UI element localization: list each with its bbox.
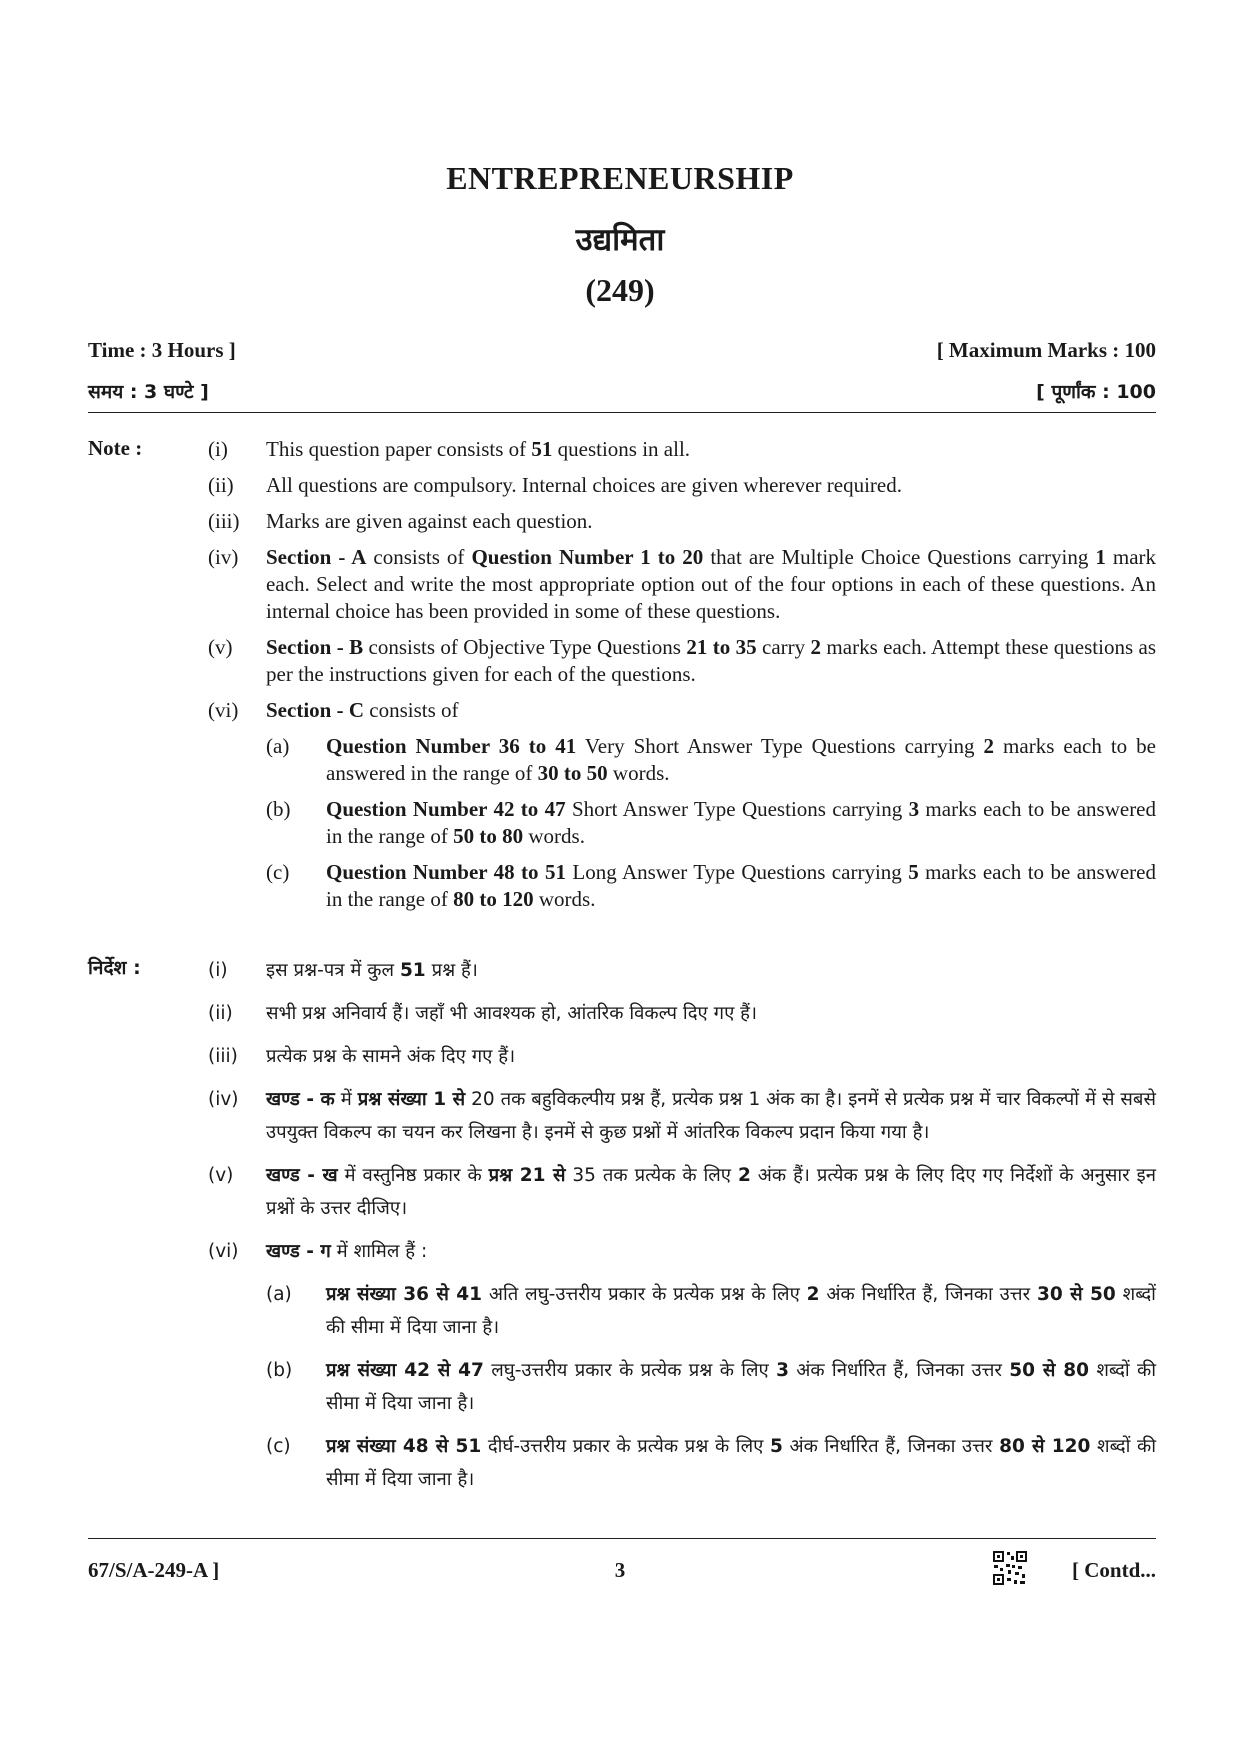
item-text: Marks are given against each question.	[266, 509, 593, 533]
note-hi-item	[88, 954, 1156, 987]
item-text: खण्ड - ख में वस्तुनिष्ठ प्रकार के प्रश्न 21 से 35 तक प्रत्येक के लिए 2 अंक हैं। प्रत्येक प्रश्न के लिए दिए गए निर्देशों के अनुसार इन प्रश्नों के उत्तर दीजिए।	[266, 1165, 1156, 1219]
note-hi-sub-item	[88, 1278, 1156, 1344]
item-text: प्रश्न संख्या 36 से 41 अति लघु-उत्तरीय प्रकार के प्रत्येक प्रश्न के लिए 2 अंक निर्धारित हैं, जिनका उत्तर 30 से 50 शब्दों की सीमा में दिया जाना है।	[326, 1284, 1156, 1338]
item-number: (ii)	[208, 1003, 233, 1024]
paper-code: 67/S/A-249-A ]	[88, 1558, 220, 1582]
item-number: (i)	[208, 960, 228, 981]
item-number: (v)	[208, 635, 233, 659]
note-en-sub-item	[88, 859, 1156, 913]
note-hi-item	[88, 997, 1156, 1030]
item-text: सभी प्रश्न अनिवार्य हैं। जहाँ भी आवश्यक हो, आंतरिक विकल्प दिए गए हैं।	[266, 1003, 758, 1024]
note-en-item	[88, 544, 1156, 625]
time-label-hindi: समय : 3 घण्टे ]	[88, 381, 209, 403]
item-text: खण्ड - ग में शामिल हैं :	[266, 1241, 428, 1262]
item-number: (b)	[266, 1360, 293, 1381]
item-number: (c)	[266, 1436, 291, 1457]
note-en-item	[88, 508, 1156, 535]
max-marks-label: [ Maximum Marks : 100	[936, 338, 1156, 362]
item-number: (b)	[266, 797, 291, 821]
item-number: (iv)	[208, 545, 239, 569]
note-en-item	[88, 472, 1156, 499]
note-hi-item	[88, 1083, 1156, 1149]
item-text: प्रत्येक प्रश्न के सामने अंक दिए गए हैं।	[266, 1046, 516, 1067]
note-hi-sub-item	[88, 1430, 1156, 1496]
item-text: All questions are compulsory. Internal choices are given wherever required.	[266, 473, 902, 497]
item-text: Section - C consists of	[266, 698, 459, 722]
subject-code: (249)	[585, 272, 655, 308]
max-marks-label-hindi: [ पूर्णांक : 100	[1036, 381, 1156, 403]
item-number: (vi)	[208, 1241, 239, 1262]
item-text: खण्ड - क में प्रश्न संख्या 1 से 20 तक बहुविकल्पीय प्रश्न हैं, प्रत्येक प्रश्न 1 अंक का है। इनमें से प्रत्येक प्रश्न में चार विकल्पों में से सबसे उपयुक्त विकल्प का चयन कर लिखना है। इनमें से कुछ प्रश्नों में आंतरिक विकल्प प्रदान किया गया है।	[266, 1089, 1157, 1143]
item-text: Question Number 36 to 41 Very Short Answer Type Questions carrying 2 marks each to be answered in the range of 30 to 50 words.	[326, 734, 1156, 785]
note-en-item	[88, 436, 1156, 463]
footer-divider	[88, 1538, 1156, 1539]
note-hi-item	[88, 1159, 1156, 1225]
note-en-sub-item	[88, 733, 1156, 787]
continued-label: [ Contd...	[1071, 1558, 1156, 1582]
header-divider	[88, 412, 1156, 413]
item-text: Section - A consists of Question Number 1 to 20 that are Multiple Choice Questions carrying 1 mark each. Select and write the most appropriate option out of the four options in each of these questions. An internal choice has been provided in some of these questions.	[266, 545, 1157, 623]
item-text: प्रश्न संख्या 48 से 51 दीर्घ-उत्तरीय प्रकार के प्रत्येक प्रश्न के लिए 5 अंक निर्धारित हैं, जिनका उत्तर 80 से 120 शब्दों की सीमा में दिया जाना है।	[326, 1436, 1156, 1490]
item-number: (i)	[208, 437, 228, 461]
item-number: (iii)	[208, 509, 240, 533]
note-hi-sub-item	[88, 1354, 1156, 1420]
item-text: Question Number 48 to 51 Long Answer Type Questions carrying 5 marks each to be answered in the range of 80 to 120 words.	[326, 860, 1156, 911]
item-text: Question Number 42 to 47 Short Answer Type Questions carrying 3 marks each to be answered in the range of 50 to 80 words.	[326, 797, 1157, 848]
subject-title-hindi: उद्यमिता	[575, 222, 665, 257]
item-text: This question paper consists of 51 questions in all.	[266, 437, 691, 461]
note-english	[88, 436, 1156, 922]
note-hindi	[88, 954, 1156, 1506]
note-label-hindi: निर्देश :	[88, 957, 141, 979]
time-label: Time : 3 Hours ]	[88, 338, 236, 362]
item-number: (c)	[266, 860, 290, 884]
note-en-item	[88, 697, 1156, 724]
item-number: (iv)	[208, 1089, 239, 1110]
item-text: प्रश्न संख्या 42 से 47 लघु-उत्तरीय प्रकार के प्रत्येक प्रश्न के लिए 3 अंक निर्धारित हैं, जिनका उत्तर 50 से 80 शब्दों की सीमा में दिया जाना है।	[326, 1360, 1156, 1414]
item-number: (iii)	[208, 1046, 238, 1067]
item-number: (ii)	[208, 473, 234, 497]
qr-code-icon	[992, 1550, 1028, 1586]
item-number: (a)	[266, 1284, 292, 1305]
item-number: (v)	[208, 1165, 234, 1186]
note-en-sub-item	[88, 796, 1156, 850]
item-number: (vi)	[208, 698, 239, 722]
item-text: इस प्रश्न-पत्र में कुल 51 प्रश्न हैं।	[266, 960, 478, 981]
note-hi-item	[88, 1040, 1156, 1073]
item-text: Section - B consists of Objective Type Questions 21 to 35 carry 2 marks each. Attempt these questions as per the instructions given for each of the questions.	[266, 635, 1157, 686]
note-en-item	[88, 634, 1156, 688]
item-number: (a)	[266, 734, 290, 758]
subject-title: ENTREPRENEURSHIP	[446, 160, 794, 196]
page-number: 3	[614, 1558, 626, 1582]
note-hi-item	[88, 1235, 1156, 1268]
note-label: Note :	[88, 436, 143, 460]
